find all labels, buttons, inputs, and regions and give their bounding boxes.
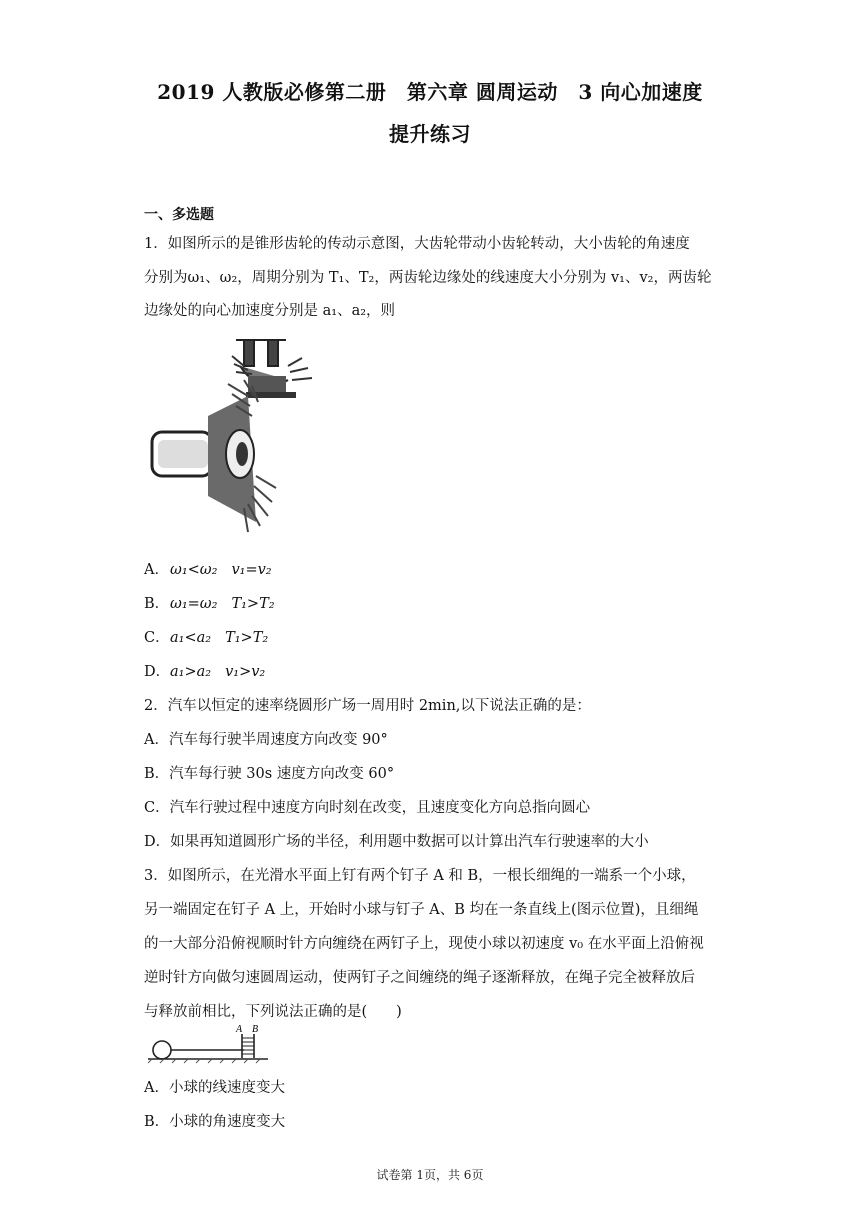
section-heading: 一、多选题: [144, 207, 214, 223]
q2-option-d[interactable]: D．如果再知道圆形广场的半径，利用题中数据可以计算出汽车行驶速率的大小: [144, 834, 649, 850]
option-part-2: T₁>T₂: [225, 630, 269, 646]
q3-stem-line-4: 逆时针方向做匀速圆周运动，使两钉子之间缠绕的绳子逐渐释放，在绳子完全被释放后: [144, 970, 695, 986]
q2-option-b[interactable]: B．汽车每行驶 30s 速度方向改变 60°: [144, 766, 395, 782]
option-label: B．: [144, 596, 170, 612]
document-subtitle: 提升练习: [389, 122, 471, 146]
option-part-2: T₁>T₂: [231, 596, 275, 612]
nail-b-label: B: [252, 1024, 259, 1035]
q1-option-c[interactable]: [144, 626, 268, 647]
option-part-1: ω₁=ω₂: [170, 596, 218, 612]
option-part-1: a₁<a₂: [170, 630, 212, 646]
option-label: D．: [144, 664, 171, 680]
option-part-1: a₁>a₂: [170, 664, 212, 680]
q2-option-c[interactable]: C．汽车行驶过程中速度方向时刻在改变，且速度变化方向总指向圆心: [144, 800, 591, 816]
bevel-gear-figure: [148, 336, 326, 536]
q3-stem-line-5: 与释放前相比，下列说法正确的是( ): [144, 1004, 402, 1020]
q3-stem-line-1: 3．如图所示，在光滑水平面上钉有两个钉子 A 和 B，一根长细绳的一端系一个小球，: [144, 868, 696, 884]
q1-option-d[interactable]: [144, 660, 265, 681]
nails-ball-figure: [144, 1022, 274, 1064]
q1-stem-line-3: 边缘处的向心加速度分别是 a₁、a₂，则: [144, 303, 396, 319]
page-footer: 试卷第 1页，共 6页: [376, 1168, 484, 1182]
q1-stem-line-2: 分别为ω₁、ω₂，周期分别为 T₁、T₂，两齿轮边缘处的线速度大小分别为 v₁、v₂，两齿轮: [144, 270, 712, 286]
q1-option-a[interactable]: [144, 558, 272, 579]
option-part-2: v₁=v₂: [231, 562, 272, 578]
option-part-1: ω₁<ω₂: [170, 562, 218, 578]
q1-stem-line-1: 1．如图所示的是锥形齿轮的传动示意图，大齿轮带动小齿轮转动，大小齿轮的角速度: [144, 236, 690, 252]
option-label: A．: [144, 562, 169, 578]
q2-stem: 2．汽车以恒定的速率绕圆形广场一周用时 2min,以下说法正确的是：: [144, 698, 591, 714]
document-title: 2019 人教版必修第二册 第六章 圆周运动 3 向心加速度: [157, 80, 703, 104]
q2-option-a[interactable]: A．汽车每行驶半周速度方向改变 90°: [144, 732, 388, 748]
nail-a-label: A: [236, 1024, 243, 1035]
option-label: C．: [144, 630, 170, 646]
option-part-2: v₁>v₂: [225, 664, 266, 680]
q1-option-b[interactable]: [144, 592, 275, 613]
q3-stem-line-2: 另一端固定在钉子 A 上，开始时小球与钉子 A、B 均在一条直线上(图示位置)，且细绳: [144, 902, 699, 918]
q3-option-a[interactable]: A．小球的线速度变大: [144, 1080, 285, 1096]
q3-stem-line-3: 的一大部分沿俯视顺时针方向缠绕在两钉子上，现使小球以初速度 v₀ 在水平面上沿俯视: [144, 936, 704, 952]
q3-option-b[interactable]: B．小球的角速度变大: [144, 1114, 286, 1130]
